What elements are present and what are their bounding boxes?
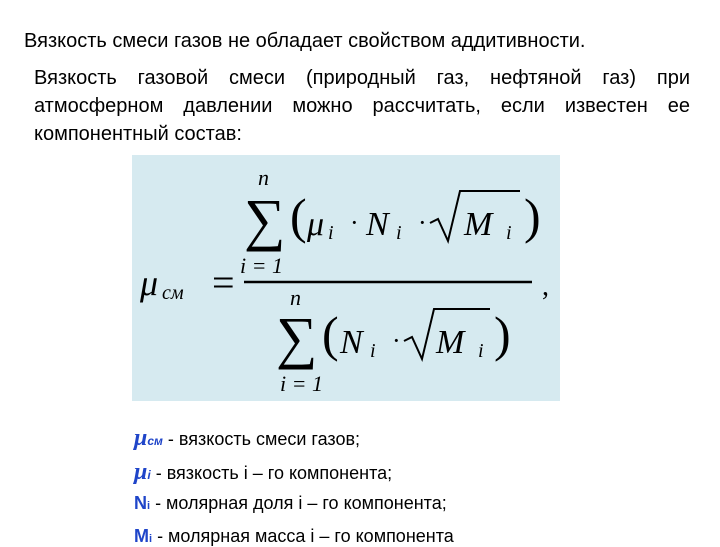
den-N-sub: i xyxy=(370,340,376,362)
intro-paragraph: Вязкость газовой смеси (природный газ, нефтяной газ) при атмосферном давлении можно рассчитать, если известен ее компонентный состав: xyxy=(34,67,690,145)
legend-text: - молярная доля i – го компонента; xyxy=(150,493,447,513)
formula-lhs-sub: см xyxy=(162,282,184,304)
num-mu: μ xyxy=(307,206,325,243)
legend-symbol-sub: см xyxy=(147,434,163,448)
legend-symbol: N xyxy=(134,493,147,513)
den-upper-limit: n xyxy=(290,285,301,310)
num-open-paren: ( xyxy=(290,188,307,244)
legend-item-mu-i xyxy=(134,459,392,486)
legend-item-m-i xyxy=(134,526,454,547)
num-close-paren: ) xyxy=(524,188,541,244)
den-open-paren: ( xyxy=(322,306,339,362)
legend-text: - вязкость смеси газов; xyxy=(162,429,361,449)
formula-comma: , xyxy=(542,271,549,302)
den-dot: · xyxy=(392,326,401,355)
num-mu-sub: i xyxy=(328,222,334,244)
legend-symbol: μ xyxy=(134,459,148,485)
legend-text: - молярная масса i – го компонента xyxy=(152,526,454,546)
legend-symbol-sub: i xyxy=(147,500,151,512)
num-dot-2: · xyxy=(418,208,427,237)
den-close-paren: ) xyxy=(494,306,511,362)
formula-lhs-mu: μ xyxy=(140,263,159,303)
num-upper-limit: n xyxy=(258,165,269,190)
formula-box xyxy=(132,155,560,401)
den-N: N xyxy=(340,324,363,361)
num-M: M xyxy=(464,206,493,243)
num-sum-symbol: ∑ xyxy=(244,187,286,252)
legend-item-mu-mix xyxy=(134,425,360,452)
den-M-sub: i xyxy=(478,340,484,362)
den-sum-symbol: ∑ xyxy=(276,305,318,370)
num-lower-limit: i = 1 xyxy=(240,253,283,278)
num-N: N xyxy=(366,206,389,243)
formula-svg xyxy=(132,155,560,401)
legend-text: - вязкость i – го компонента; xyxy=(150,463,393,483)
num-dot-1: · xyxy=(350,208,359,237)
num-N-sub: i xyxy=(396,222,402,244)
legend-symbol-sub: i xyxy=(149,533,153,545)
legend-symbol-sub: i xyxy=(147,468,151,482)
legend-item-n-i xyxy=(134,493,447,514)
formula-equals: = xyxy=(212,260,235,305)
den-lower-limit: i = 1 xyxy=(280,371,323,396)
legend-symbol: μ xyxy=(134,425,148,451)
den-M: M xyxy=(436,324,465,361)
num-M-sub: i xyxy=(506,222,512,244)
legend-symbol: M xyxy=(134,526,149,546)
page-title: Вязкость смеси газов не обладает свойством аддитивности. xyxy=(24,30,586,52)
